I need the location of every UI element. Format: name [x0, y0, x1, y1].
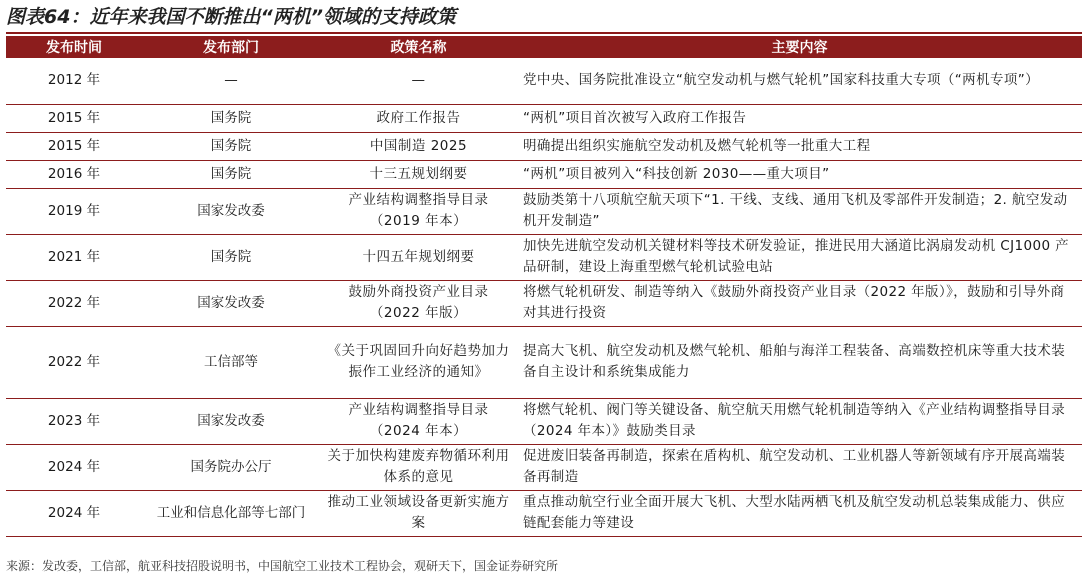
cell-year: 2022 年 [6, 326, 142, 398]
cell-year: 2023 年 [6, 398, 142, 444]
cell-content: 促进废旧装备再制造，探索在盾构机、航空发动机、工业机器人等新领域有序开展高端装备再制造 [517, 444, 1082, 490]
cell-year: 2024 年 [6, 490, 142, 536]
cell-department: 国务院 [142, 132, 320, 160]
cell-policy: 鼓励外商投资产业目录（2022 年版） [320, 280, 517, 326]
cell-year: 2012 年 [6, 58, 142, 104]
policy-table [6, 36, 1082, 537]
table-row [6, 160, 1082, 188]
cell-department: 国家发改委 [142, 188, 320, 234]
column-header-department: 发布部门 [142, 36, 320, 58]
cell-content: 重点推动航空行业全面开展大飞机、大型水陆两栖飞机及航空发动机总装集成能力、供应链配套能力等建设 [517, 490, 1082, 536]
table-row [6, 398, 1082, 444]
figure-title [6, 4, 456, 30]
cell-content: 将燃气轮机、阀门等关键设备、航空航天用燃气轮机制造等纳入《产业结构调整指导目录（2024 年本）》鼓励类目录 [517, 398, 1082, 444]
cell-policy: — [320, 58, 517, 104]
cell-content: “两机”项目首次被写入政府工作报告 [517, 104, 1082, 132]
column-header-content: 主要内容 [517, 36, 1082, 58]
cell-content: 加快先进航空发动机关键材料等技术研发验证，推进民用大涵道比涡扇发动机 CJ1000 产品研制，建设上海重型燃气轮机试验电站 [517, 234, 1082, 280]
cell-year: 2019 年 [6, 188, 142, 234]
cell-department: 国务院 [142, 104, 320, 132]
table-header-row [6, 36, 1082, 58]
cell-department: — [142, 58, 320, 104]
cell-policy: 十三五规划纲要 [320, 160, 517, 188]
cell-department: 国家发改委 [142, 398, 320, 444]
cell-content: 党中央、国务院批准设立“航空发动机与燃气轮机”国家科技重大专项（“两机专项”） [517, 58, 1082, 104]
table-row [6, 444, 1082, 490]
cell-policy: 中国制造 2025 [320, 132, 517, 160]
table-row [6, 104, 1082, 132]
cell-year: 2022 年 [6, 280, 142, 326]
cell-policy: 十四五年规划纲要 [320, 234, 517, 280]
cell-content: 提高大飞机、航空发动机及燃气轮机、船舶与海洋工程装备、高端数控机床等重大技术装备自主设计和系统集成能力 [517, 326, 1082, 398]
cell-policy: 产业结构调整指导目录（2019 年本） [320, 188, 517, 234]
figure-title-text: 近年来我国不断推出“两机”领域的支持政策 [89, 6, 456, 28]
cell-department: 国家发改委 [142, 280, 320, 326]
cell-policy: 推动工业领域设备更新实施方案 [320, 490, 517, 536]
cell-department: 国务院 [142, 160, 320, 188]
cell-year: 2021 年 [6, 234, 142, 280]
cell-content: 将燃气轮机研发、制造等纳入《鼓励外商投资产业目录（2022 年版）》，鼓励和引导外商对其进行投资 [517, 280, 1082, 326]
source-note: 来源：发改委，工信部，航亚科技招股说明书，中国航空工业技术工程协会，观研天下，国金证券研究所 [6, 559, 559, 573]
table-row [6, 326, 1082, 398]
column-header-year: 发布时间 [6, 36, 142, 58]
figure-label: 图表64： [6, 6, 90, 28]
cell-content: “两机”项目被列入“科技创新 2030——重大项目” [517, 160, 1082, 188]
cell-year: 2016 年 [6, 160, 142, 188]
cell-year: 2015 年 [6, 104, 142, 132]
cell-department: 工信部等 [142, 326, 320, 398]
column-header-policy: 政策名称 [320, 36, 517, 58]
cell-year: 2015 年 [6, 132, 142, 160]
table-row [6, 132, 1082, 160]
cell-content: 明确提出组织实施航空发动机及燃气轮机等一批重大工程 [517, 132, 1082, 160]
table-row [6, 490, 1082, 536]
title-divider [6, 32, 1082, 34]
table-row [6, 234, 1082, 280]
cell-department: 国务院办公厅 [142, 444, 320, 490]
cell-year: 2024 年 [6, 444, 142, 490]
cell-department: 国务院 [142, 234, 320, 280]
cell-content: 鼓励类第十八项航空航天项下“1. 干线、支线、通用飞机及零部件开发制造；2. 航空发动机开发制造” [517, 188, 1082, 234]
cell-department: 工业和信息化部等七部门 [142, 490, 320, 536]
cell-policy: 产业结构调整指导目录（2024 年本） [320, 398, 517, 444]
cell-policy: 《关于巩固回升向好趋势加力振作工业经济的通知》 [320, 326, 517, 398]
table-row [6, 188, 1082, 234]
table-row [6, 280, 1082, 326]
cell-policy: 关于加快构建废弃物循环利用体系的意见 [320, 444, 517, 490]
table-row [6, 58, 1082, 104]
cell-policy: 政府工作报告 [320, 104, 517, 132]
